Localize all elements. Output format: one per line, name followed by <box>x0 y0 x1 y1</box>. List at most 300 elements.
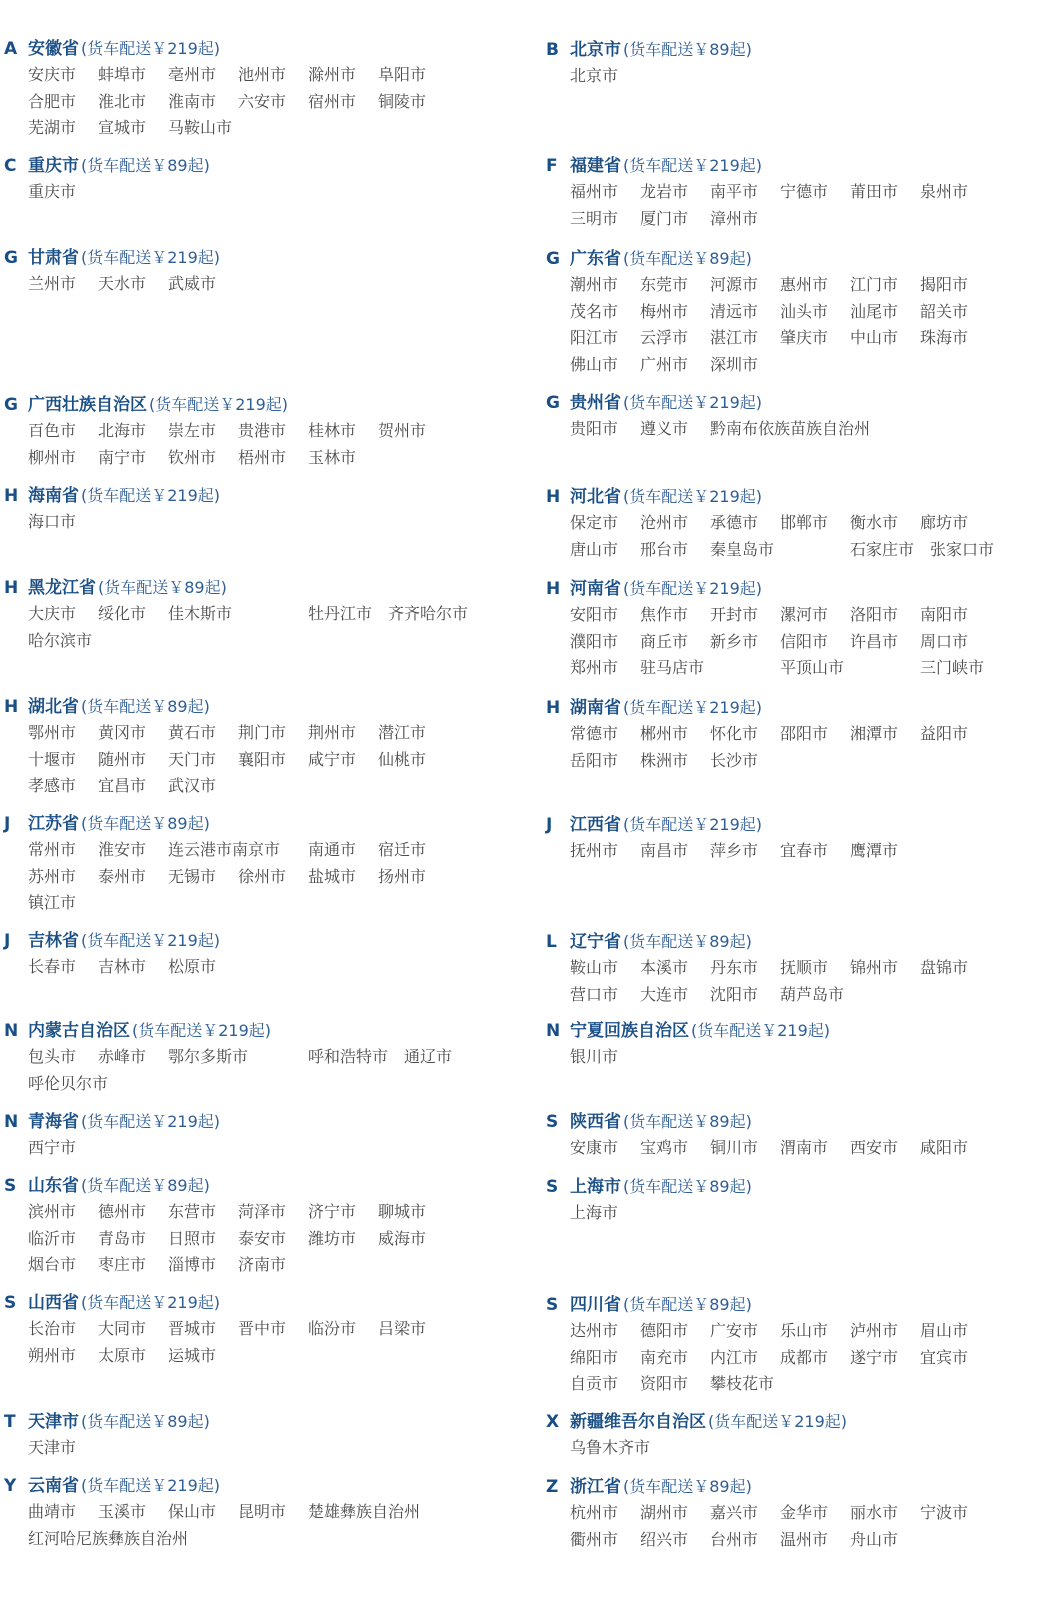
province-block <box>4 573 504 652</box>
delivery-fee-note: (货车配送￥219起) <box>81 1112 221 1131</box>
province-name: 甘肃省 <box>28 248 79 268</box>
city-row <box>28 1042 504 1069</box>
delivery-fee-note: (货车配送￥219起) <box>81 486 221 505</box>
city-name: 嘉兴市 <box>710 1502 759 1522</box>
city-name: 随州市 <box>98 749 147 769</box>
delivery-fee-note: (货车配送￥219起) <box>81 1476 221 1495</box>
province-header <box>546 1290 1046 1316</box>
city-row <box>28 952 504 979</box>
city-name: 荆门市 <box>238 722 287 742</box>
city-name: 大同市 <box>98 1318 147 1338</box>
city-list <box>570 1042 1046 1069</box>
province-block <box>546 151 1046 230</box>
city-name: 连云港市南京市 <box>168 839 281 859</box>
city-name: 滁州市 <box>308 64 357 84</box>
province-name: 新疆维吾尔自治区 <box>570 1412 706 1432</box>
province-name: 黑龙江省 <box>28 578 96 598</box>
city-row <box>570 1369 1046 1396</box>
city-name: 南充市 <box>640 1347 689 1367</box>
city-name: 揭阳市 <box>920 274 969 294</box>
city-name: 天水市 <box>98 273 147 293</box>
city-row <box>28 718 504 745</box>
city-row <box>570 1198 1046 1225</box>
delivery-fee-note: (货车配送￥89起) <box>623 1477 752 1496</box>
city-name: 晋中市 <box>238 1318 287 1338</box>
city-name: 保山市 <box>168 1501 217 1521</box>
city-name: 萍乡市 <box>710 840 759 860</box>
province-name: 内蒙古自治区 <box>28 1021 130 1041</box>
province-name: 山西省 <box>28 1293 79 1313</box>
city-name: 贵港市 <box>238 420 287 440</box>
city-name: 南通市 <box>308 839 357 859</box>
city-row <box>28 443 504 470</box>
city-name: 安庆市 <box>28 64 77 84</box>
index-letter: J <box>546 815 553 835</box>
city-name: 广安市 <box>710 1320 759 1340</box>
province-block <box>4 809 504 915</box>
city-name: 梧州市 <box>238 447 287 467</box>
city-name: 包头市 <box>28 1046 77 1066</box>
city-name: 武汉市 <box>168 776 217 796</box>
city-name: 宜宾市 <box>920 1347 969 1367</box>
city-name: 承德市 <box>710 512 759 532</box>
city-name: 济宁市 <box>308 1201 357 1221</box>
city-name: 郑州市 <box>570 658 619 678</box>
city-name: 吉林市 <box>98 956 147 976</box>
province-block <box>546 927 1046 1006</box>
city-row <box>28 1224 504 1251</box>
city-name: 廊坊市 <box>920 512 969 532</box>
city-name: 舟山市 <box>850 1529 899 1549</box>
city-list <box>28 507 504 534</box>
city-name: 上海市 <box>570 1202 619 1222</box>
city-name: 十堰市 <box>28 749 77 769</box>
city-row <box>570 414 1046 441</box>
city-name: 德州市 <box>98 1201 147 1221</box>
index-letter: G <box>4 395 18 415</box>
city-row <box>570 980 1046 1007</box>
province-name: 河南省 <box>570 579 621 599</box>
index-letter: H <box>4 578 19 598</box>
city-row <box>570 177 1046 204</box>
index-letter: Z <box>546 1477 559 1497</box>
delivery-fee-note: (货车配送￥89起) <box>81 697 210 716</box>
province-header <box>546 482 1046 508</box>
city-name: 河源市 <box>710 274 759 294</box>
city-name: 淄博市 <box>168 1255 217 1275</box>
city-row <box>28 599 504 626</box>
city-name: 合肥市 <box>28 91 77 111</box>
province-header <box>4 151 504 177</box>
delivery-fee-note: (货车配送￥219起) <box>132 1021 272 1040</box>
city-name: 红河哈尼族彝族自治州 <box>28 1528 189 1548</box>
city-row <box>570 297 1046 324</box>
province-header <box>4 1407 504 1433</box>
city-name: 泸州市 <box>850 1320 899 1340</box>
city-name: 汕头市 <box>780 301 829 321</box>
delivery-fee-note: (货车配送￥219起) <box>81 39 221 58</box>
index-letter: S <box>4 1293 17 1313</box>
city-name: 湖州市 <box>640 1502 689 1522</box>
city-name: 无锡市 <box>168 866 217 886</box>
city-name: 南昌市 <box>640 840 689 860</box>
city-name: 洛阳市 <box>850 604 899 624</box>
delivery-fee-note: (货车配送￥219起) <box>149 395 289 414</box>
city-name: 南宁市 <box>98 447 147 467</box>
city-name: 马鞍山市 <box>168 118 233 138</box>
city-row <box>570 1133 1046 1160</box>
city-row <box>28 416 504 443</box>
city-name: 徐州市 <box>238 866 287 886</box>
city-list <box>570 270 1046 377</box>
city-row <box>28 1497 504 1524</box>
province-name: 湖南省 <box>570 698 621 718</box>
province-block <box>4 390 504 469</box>
province-name: 浙江省 <box>570 1477 621 1497</box>
province-block <box>546 1472 1046 1551</box>
city-row <box>28 745 504 772</box>
province-header <box>546 927 1046 953</box>
city-name: 三明市 <box>570 208 619 228</box>
city-name: 兰州市 <box>28 273 77 293</box>
city-name: 邢台市 <box>640 539 689 559</box>
city-row <box>28 269 504 296</box>
delivery-fee-note: (货车配送￥219起) <box>691 1021 831 1040</box>
province-name: 江西省 <box>570 815 621 835</box>
city-name: 铜川市 <box>710 1137 759 1157</box>
city-name: 茂名市 <box>570 301 619 321</box>
province-block <box>546 1407 1046 1460</box>
city-row <box>570 61 1046 88</box>
city-name: 葫芦岛市 <box>780 984 845 1004</box>
city-name: 绵阳市 <box>570 1347 619 1367</box>
province-header <box>546 1016 1046 1042</box>
city-name: 阳江市 <box>570 328 619 348</box>
city-name: 晋城市 <box>168 1318 217 1338</box>
index-letter: H <box>546 487 561 507</box>
city-name: 运城市 <box>168 1345 217 1365</box>
city-row <box>570 719 1046 746</box>
city-row <box>570 746 1046 773</box>
province-block <box>546 1290 1046 1396</box>
city-name: 贵阳市 <box>570 418 619 438</box>
city-name: 台州市 <box>710 1529 759 1549</box>
city-name: 益阳市 <box>920 723 969 743</box>
delivery-fee-note: (货车配送￥89起) <box>81 814 210 833</box>
city-name: 成都市 <box>780 1347 829 1367</box>
city-row <box>570 600 1046 627</box>
city-row <box>28 835 504 862</box>
province-header <box>546 1472 1046 1498</box>
province-name: 四川省 <box>570 1295 621 1315</box>
city-list <box>28 718 504 798</box>
city-name: 沧州市 <box>640 512 689 532</box>
city-name: 株洲市 <box>640 750 689 770</box>
city-name: 珠海市 <box>920 328 969 348</box>
city-name: 玉溪市 <box>98 1501 147 1521</box>
index-letter: N <box>4 1112 19 1132</box>
city-row <box>28 626 504 653</box>
index-letter: J <box>4 931 11 951</box>
city-row <box>28 1069 504 1096</box>
city-name: 太原市 <box>98 1345 147 1365</box>
city-name: 商丘市 <box>640 631 689 651</box>
city-name: 怀化市 <box>710 723 759 743</box>
index-letter: H <box>4 486 19 506</box>
delivery-fee-note: (货车配送￥219起) <box>81 931 221 950</box>
province-header <box>4 1471 504 1497</box>
city-name: 大庆市 <box>28 603 77 623</box>
city-row <box>570 1498 1046 1525</box>
city-name: 唐山市 <box>570 539 619 559</box>
city-name: 丹东市 <box>710 957 759 977</box>
city-name: 宁德市 <box>780 181 829 201</box>
city-name: 东营市 <box>168 1201 217 1221</box>
province-header <box>546 1407 1046 1433</box>
delivery-fee-note: (货车配送￥219起) <box>623 698 763 717</box>
city-name: 柳州市 <box>28 447 77 467</box>
province-name: 辽宁省 <box>570 932 621 952</box>
delivery-fee-note: (货车配送￥89起) <box>623 40 752 59</box>
city-row <box>570 1525 1046 1552</box>
city-row <box>570 1433 1046 1460</box>
city-name: 抚顺市 <box>780 957 829 977</box>
city-name: 滨州市 <box>28 1201 77 1221</box>
city-name: 金华市 <box>780 1502 829 1522</box>
city-name: 焦作市 <box>640 604 689 624</box>
city-name: 鄂州市 <box>28 722 77 742</box>
city-name: 临汾市 <box>308 1318 357 1338</box>
city-list <box>570 1498 1046 1551</box>
province-block <box>546 1107 1046 1160</box>
city-row <box>570 535 1046 562</box>
index-letter: N <box>546 1021 561 1041</box>
city-list <box>28 1497 504 1550</box>
city-name: 宁波市 <box>920 1502 969 1522</box>
city-row <box>570 323 1046 350</box>
index-letter: H <box>546 579 561 599</box>
province-header <box>546 693 1046 719</box>
province-name: 安徽省 <box>28 39 79 59</box>
city-list <box>570 1198 1046 1225</box>
city-name: 岳阳市 <box>570 750 619 770</box>
delivery-fee-note: (货车配送￥219起) <box>623 156 763 175</box>
city-name: 周口市 <box>920 631 969 651</box>
city-list <box>570 1133 1046 1160</box>
city-name: 平顶山市 <box>780 658 845 678</box>
city-list <box>570 177 1046 230</box>
delivery-fee-note: (货车配送￥89起) <box>623 1177 752 1196</box>
city-name: 攀枝花市 <box>710 1374 775 1394</box>
city-name: 镇江市 <box>28 893 77 913</box>
city-name: 衢州市 <box>570 1529 619 1549</box>
delivery-fee-note: (货车配送￥89起) <box>81 1176 210 1195</box>
city-name: 六安市 <box>238 91 287 111</box>
city-name: 中山市 <box>850 328 899 348</box>
city-name: 宣城市 <box>98 118 147 138</box>
city-name: 泰安市 <box>238 1228 287 1248</box>
city-name: 菏泽市 <box>238 1201 287 1221</box>
city-name: 龙岩市 <box>640 181 689 201</box>
province-header <box>546 1107 1046 1133</box>
city-name: 朔州市 <box>28 1345 77 1365</box>
index-letter: S <box>546 1112 559 1132</box>
delivery-fee-note: (货车配送￥219起) <box>623 487 763 506</box>
province-block <box>546 388 1046 441</box>
province-block <box>4 1171 504 1277</box>
city-name: 天门市 <box>168 749 217 769</box>
delivery-fee-note: (货车配送￥219起) <box>623 393 763 412</box>
province-name: 广东省 <box>570 249 621 269</box>
city-row <box>570 204 1046 231</box>
city-name: 秦皇岛市 <box>710 539 775 559</box>
city-name: 邵阳市 <box>780 723 829 743</box>
city-name: 咸阳市 <box>920 1137 969 1157</box>
city-name: 黄石市 <box>168 722 217 742</box>
city-name: 崇左市 <box>168 420 217 440</box>
city-name: 南阳市 <box>920 604 969 624</box>
city-name: 抚州市 <box>570 840 619 860</box>
city-name: 乐山市 <box>780 1320 829 1340</box>
city-name: 张家口市 <box>930 539 995 559</box>
index-letter: A <box>4 39 18 59</box>
city-name: 清远市 <box>710 301 759 321</box>
city-name: 呼和浩特市 <box>308 1046 389 1066</box>
city-name: 蚌埠市 <box>98 64 147 84</box>
city-list <box>28 599 504 652</box>
city-name: 梅州市 <box>640 301 689 321</box>
index-letter: H <box>546 698 561 718</box>
city-name: 乌鲁木齐市 <box>570 1437 651 1457</box>
province-name: 云南省 <box>28 1476 79 1496</box>
city-name: 武威市 <box>168 273 217 293</box>
province-header <box>4 1016 504 1042</box>
city-name: 阜阳市 <box>378 64 427 84</box>
delivery-fee-note: (货车配送￥89起) <box>623 1112 752 1131</box>
city-row <box>570 350 1046 377</box>
province-name: 北京市 <box>570 40 621 60</box>
province-block <box>4 926 504 979</box>
city-name: 枣庄市 <box>98 1255 147 1275</box>
city-name: 佛山市 <box>570 354 619 374</box>
city-row <box>570 836 1046 863</box>
city-list <box>570 414 1046 441</box>
province-block <box>4 1407 504 1460</box>
city-name: 泰州市 <box>98 866 147 886</box>
city-name: 天津市 <box>28 1437 77 1457</box>
city-list <box>28 269 504 296</box>
province-name: 福建省 <box>570 156 621 176</box>
province-block <box>546 482 1046 561</box>
city-name: 重庆市 <box>28 181 77 201</box>
province-block <box>546 1016 1046 1069</box>
city-row <box>28 177 504 204</box>
province-header <box>546 1172 1046 1198</box>
delivery-fee-note: (货车配送￥219起) <box>708 1412 848 1431</box>
city-name: 三门峡市 <box>920 658 985 678</box>
province-block <box>4 151 504 204</box>
city-name: 西宁市 <box>28 1137 77 1157</box>
city-list <box>570 719 1046 772</box>
province-name: 山东省 <box>28 1176 79 1196</box>
city-list <box>28 1133 504 1160</box>
city-name: 银川市 <box>570 1046 619 1066</box>
city-name: 黔南布依族苗族自治州 <box>710 418 871 438</box>
city-row <box>28 60 504 87</box>
city-name: 常州市 <box>28 839 77 859</box>
city-name: 潍坊市 <box>308 1228 357 1248</box>
city-row <box>28 771 504 798</box>
city-name: 衡水市 <box>850 512 899 532</box>
city-name: 资阳市 <box>640 1374 689 1394</box>
city-name: 吕梁市 <box>378 1318 427 1338</box>
province-block <box>546 810 1046 863</box>
city-name: 襄阳市 <box>238 749 287 769</box>
city-name: 鄂尔多斯市 <box>168 1046 249 1066</box>
province-header <box>4 573 504 599</box>
index-letter: X <box>546 1412 560 1432</box>
province-block <box>4 1471 504 1550</box>
province-block <box>4 692 504 798</box>
city-name: 烟台市 <box>28 1255 77 1275</box>
index-letter: G <box>546 393 560 413</box>
city-row <box>28 888 504 915</box>
city-name: 保定市 <box>570 512 619 532</box>
index-letter: H <box>4 697 19 717</box>
city-row <box>28 1197 504 1224</box>
province-name: 宁夏回族自治区 <box>570 1021 689 1041</box>
city-name: 沈阳市 <box>710 984 759 1004</box>
city-list <box>28 416 504 469</box>
city-row <box>28 113 504 140</box>
city-name: 驻马店市 <box>640 658 705 678</box>
city-name: 德阳市 <box>640 1320 689 1340</box>
city-name: 杭州市 <box>570 1502 619 1522</box>
index-letter: F <box>546 156 558 176</box>
city-name: 佳木斯市 <box>168 603 233 623</box>
city-name: 长春市 <box>28 956 77 976</box>
city-name: 大连市 <box>640 984 689 1004</box>
city-name: 哈尔滨市 <box>28 630 93 650</box>
province-header <box>546 35 1046 61</box>
city-name: 宜昌市 <box>98 776 147 796</box>
province-header <box>546 810 1046 836</box>
city-name: 自贡市 <box>570 1374 619 1394</box>
city-name: 聊城市 <box>378 1201 427 1221</box>
province-header <box>4 481 504 507</box>
city-list <box>570 1316 1046 1396</box>
province-header <box>4 1288 504 1314</box>
province-header <box>4 809 504 835</box>
city-name: 许昌市 <box>850 631 899 651</box>
province-name: 陕西省 <box>570 1112 621 1132</box>
city-name: 淮北市 <box>98 91 147 111</box>
province-header <box>4 390 504 416</box>
city-name: 临沂市 <box>28 1228 77 1248</box>
city-name: 常德市 <box>570 723 619 743</box>
city-row <box>28 1433 504 1460</box>
city-row <box>570 508 1046 535</box>
city-name: 信阳市 <box>780 631 829 651</box>
city-name: 淮南市 <box>168 91 217 111</box>
city-name: 漯河市 <box>780 604 829 624</box>
city-name: 江门市 <box>850 274 899 294</box>
delivery-fee-note: (货车配送￥219起) <box>81 1293 221 1312</box>
province-name: 河北省 <box>570 487 621 507</box>
city-name: 池州市 <box>238 64 287 84</box>
city-list <box>570 1433 1046 1460</box>
city-name: 营口市 <box>570 984 619 1004</box>
